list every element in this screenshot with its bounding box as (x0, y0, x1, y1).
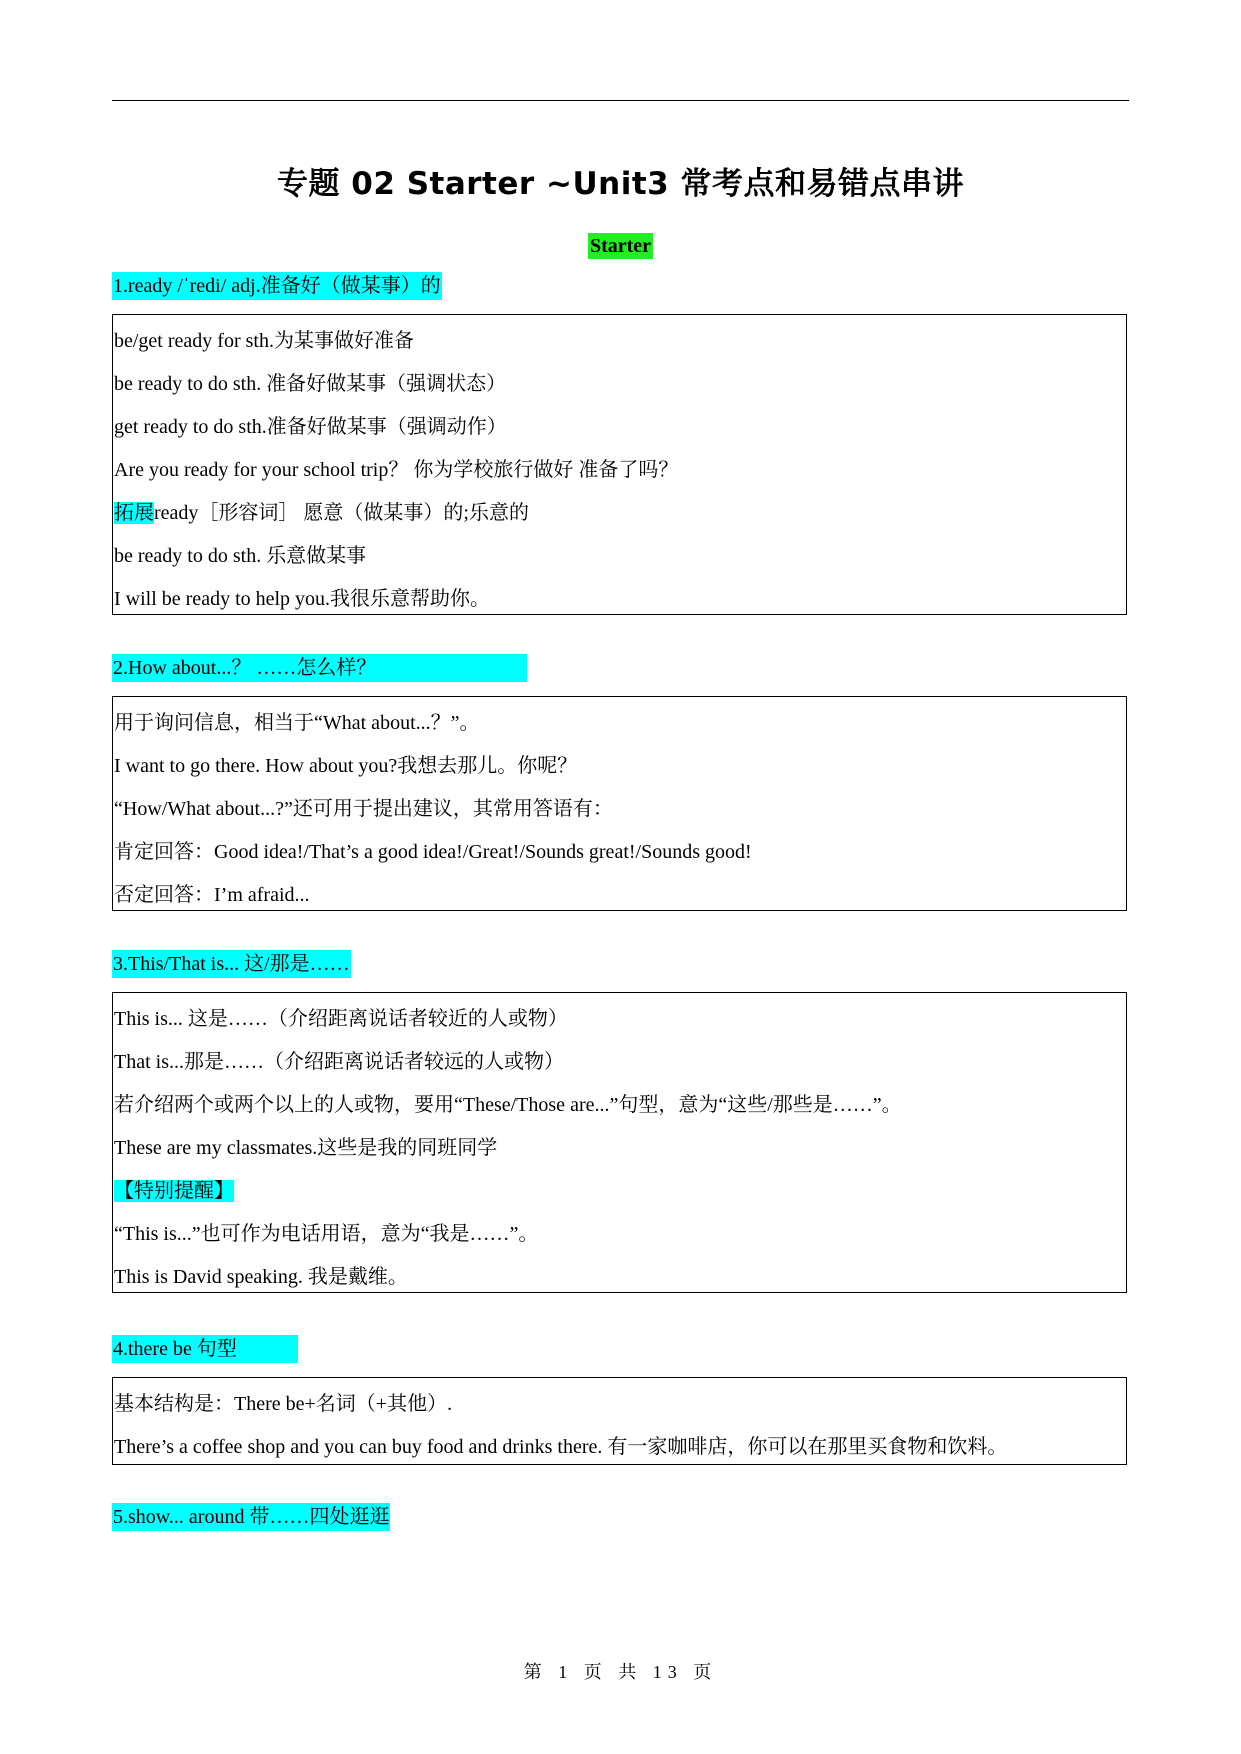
section-2-line: “How/What about...?”还可用于提出建议，其常用答语有： (114, 798, 613, 820)
section-3-line: These are my classmates.这些是我的同班同学 (114, 1137, 498, 1159)
section-1-line: Are you ready for your school trip？ 你为学校旅行做好 准备了吗？ (114, 459, 679, 481)
extension-tag: 拓展 (114, 502, 154, 524)
section-4-heading: 4.there be 句型 (112, 1335, 298, 1363)
page-footer: 第 1 页 共 13 页 (523, 1662, 718, 1682)
section-2-line: 用于询问信息，相当于“What about...？”。 (114, 712, 480, 734)
section-3-heading: 3.This/That is... 这/那是…… (112, 950, 351, 978)
section-2-box (112, 696, 1127, 911)
section-1-line: be ready to do sth. 乐意做某事 (114, 545, 367, 567)
section-1-box (112, 314, 1127, 615)
section-3-line: This is David speaking. 我是戴维。 (114, 1266, 408, 1288)
section-1-line: be ready to do sth. 准备好做某事（强调状态） (114, 373, 507, 395)
page-title: 专题 02 Starter ~Unit3 常考点和易错点串讲 (276, 166, 965, 202)
section-3-line: 若介绍两个或两个以上的人或物，要用“These/Those are...”句型，意为“这些/那些是……”。 (114, 1094, 902, 1116)
section-1-line: I will be ready to help you.我很乐意帮助你。 (114, 588, 491, 610)
section-2-line: 否定回答：I’m afraid... (114, 884, 310, 906)
section-3-line: This is... 这是……（介绍距离说话者较近的人或物） (114, 1008, 568, 1030)
subtitle: Starter (589, 235, 652, 257)
section-5-heading: 5.show... around 带……四处逛逛 (112, 1503, 390, 1531)
header-rule (112, 100, 1129, 101)
section-1-line: be/get ready for sth.为某事做好准备 (114, 330, 414, 352)
section-2-line: 肯定回答：Good idea!/That’s a good idea!/Great!/Sounds great!/Sounds good! (114, 841, 752, 863)
section-4-line: 基本结构是：There be+名词（+其他）. (114, 1393, 453, 1415)
section-3-special-note-line (113, 1170, 1126, 1213)
special-note-tag: 【特别提醒】 (114, 1180, 234, 1202)
extension-text: ready［形容词］ 愿意（做某事）的;乐意的 (154, 502, 529, 524)
section-3-box (112, 992, 1127, 1293)
subtitle-wrap (0, 233, 1241, 259)
section-4-line: There’s a coffee shop and you can buy food and drinks there. 有一家咖啡店，你可以在那里买食物和饮料。 (114, 1436, 1008, 1458)
section-2-heading: 2.How about...？ ……怎么样？ (112, 654, 527, 682)
section-3-line: That is...那是……（介绍距离说话者较远的人或物） (114, 1051, 564, 1073)
section-2-line: I want to go there. How about you?我想去那儿。你呢？ (114, 755, 578, 777)
section-1-line-extension (113, 492, 1126, 535)
section-3-line: “This is...”也可作为电话用语，意为“我是……”。 (114, 1223, 539, 1245)
section-1-line: get ready to do sth.准备好做某事（强调动作） (114, 416, 507, 438)
section-1-heading: 1.ready /ˈredi/ adj.准备好（做某事）的 (112, 272, 442, 300)
section-4-box (112, 1377, 1127, 1465)
